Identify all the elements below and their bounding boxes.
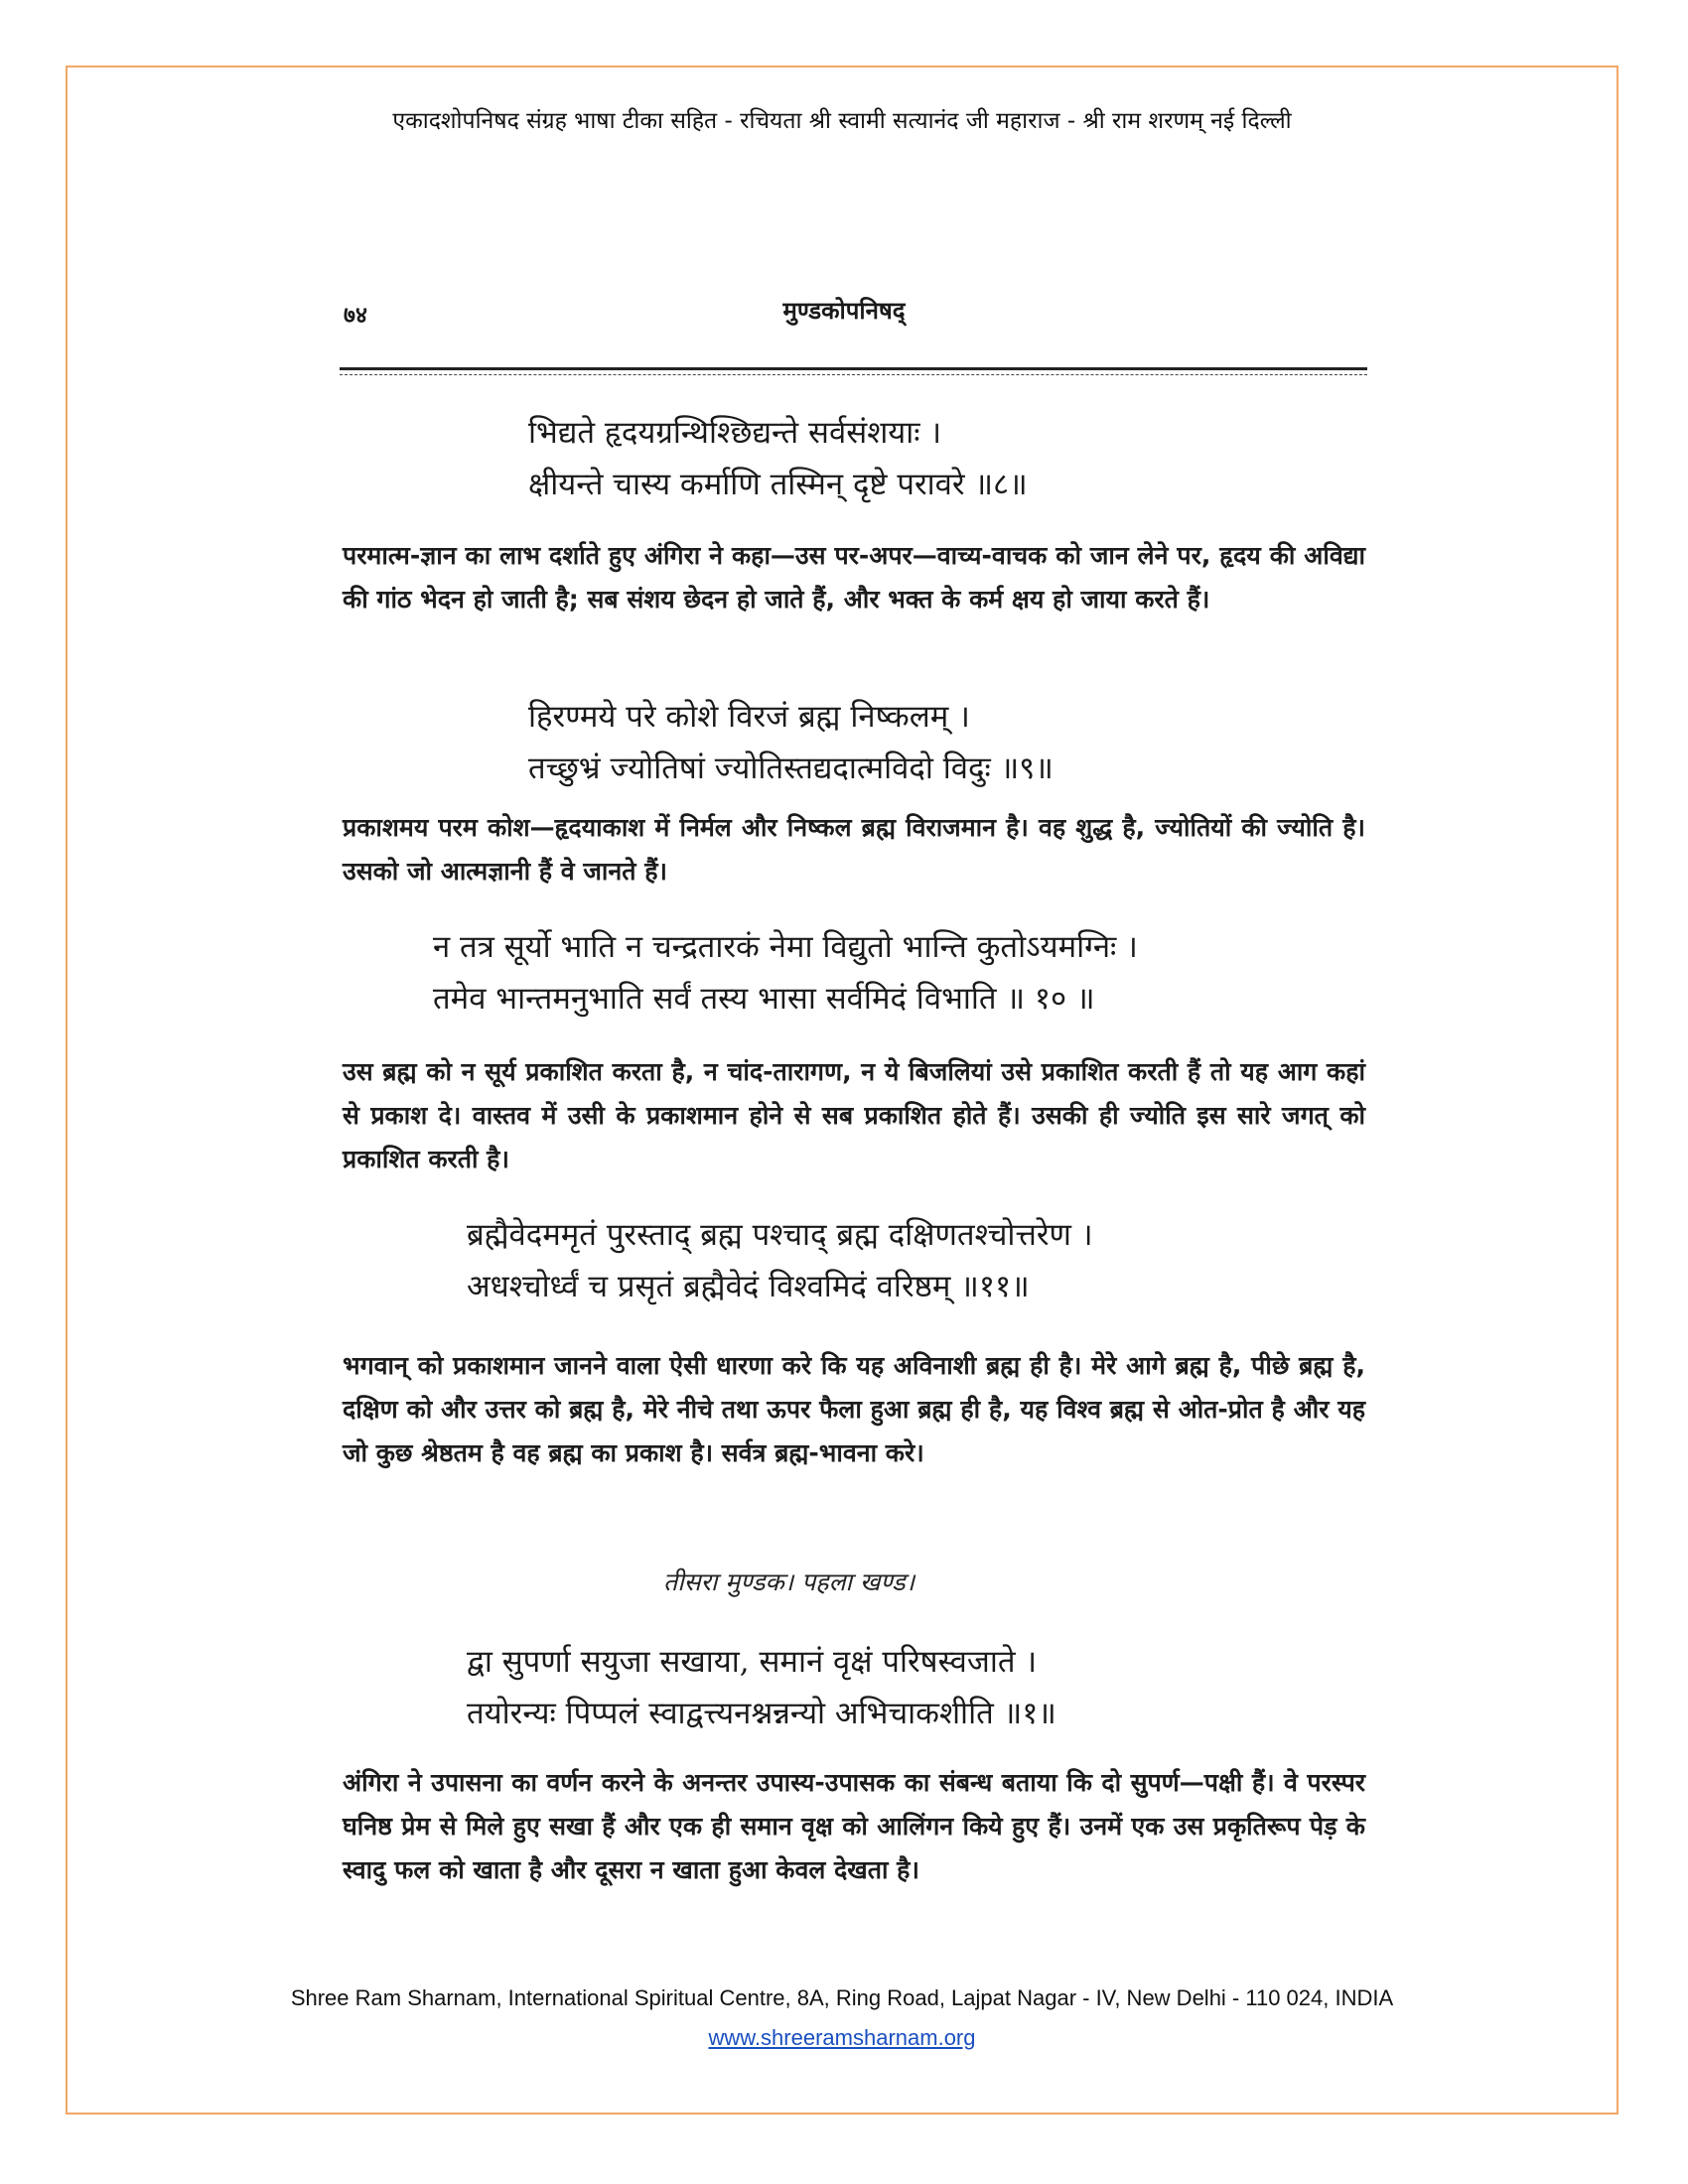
commentary-paragraph: प्रकाशमय परम कोश—हृदयाकाश में निर्मल और निष्कल ब्रह्म विराजमान है। वह शुद्ध है, ज्योतियों की ज्योति है। उसको जो आत्मज्ञानी हैं वे जानते हैं। xyxy=(343,813,1365,886)
verse-line: तयोरन्यः पिप्पलं स्वाद्वत्त्यनश्नन्नन्यो अभिचाकशीति ॥१॥ xyxy=(467,1696,1056,1731)
verse-10 xyxy=(433,921,1138,1024)
commentary-paragraph: उस ब्रह्म को न सूर्य प्रकाशित करता है, न चांद-तारागण, न ये बिजलियां उसे प्रकाशित करती हैं तो यह आग कहां से प्रकाश दे। वास्तव में उसी के प्रकाशमान होने से सब प्रकाशित होते हैं। उसकी ही ज्योति इस सारे जगत् को प्रकाशित करती है। xyxy=(343,1057,1365,1173)
verse-line: तच्छुभ्रं ज्योतिषां ज्योतिस्तद्यदात्मविदो विदुः ॥९॥ xyxy=(528,751,1054,786)
verse-8 xyxy=(528,407,1028,510)
commentary-paragraph: भगवान् को प्रकाशमान जानने वाला ऐसी धारणा करे कि यह अविनाशी ब्रह्म ही है। मेरे आगे ब्रह्म है, पीछे ब्रह्म है, दक्षिण को और उत्तर को ब्रह्म है, मेरे नीचे तथा ऊपर फैला हुआ ब्रह्म ही है, यह विश्व ब्रह्म से ओत-प्रोत है और यह जो कुछ श्रेष्ठतम है वह ब्रह्म का प्रकाश है। सर्वत्र ब्रह्म-भावना करे। xyxy=(343,1351,1365,1467)
header-rule-dashed xyxy=(340,374,1367,375)
commentary-paragraph: अंगिरा ने उपासना का वर्णन करने के अनन्तर उपास्य-उपासक का संबन्ध बताया कि दो सुपर्ण—पक्षी हैं। वे परस्पर घनिष्ठ प्रेम से मिले हुए सखा हैं और एक ही समान वृक्ष को आलिंगन किये हुए हैं। उनमें एक उस प्रकृतिरूप पेड़ के स्वादु फल को खाता है और दूसरा न खाता हुआ केवल देखता है। xyxy=(343,1768,1365,1884)
verse-3-1 xyxy=(467,1636,1056,1739)
commentary-paragraph: परमात्म-ज्ञान का लाभ दर्शाते हुए अंगिरा ने कहा—उस पर-अपर—वाच्य-वाचक को जान लेने पर, हृदय की अविद्या की गांठ भेदन हो जाती है; सब संशय छेदन हो जाते हैं, और भक्त के कर्म क्षय हो जाया करते हैं। xyxy=(343,541,1365,614)
verse-line: भिद्यते हृदयग्रन्थिश्छिद्यन्ते सर्वसंशयाः । xyxy=(528,415,942,451)
page-header: एकादशोपनिषद संग्रह भाषा टीका सहित - रचियता श्री स्वामी सत्यानंद जी महाराज - श्री राम शरणम् नई दिल्ली xyxy=(392,108,1292,134)
header-rule xyxy=(340,367,1367,370)
verse-line: हिरण्मये परे कोशे विरजं ब्रह्म निष्कलम् । xyxy=(528,699,970,735)
verse-11 xyxy=(467,1209,1093,1312)
verse-line: क्षीयन्ते चास्य कर्माणि तस्मिन् दृष्टे परावरे ॥८॥ xyxy=(528,467,1028,502)
verse-line: अधश्चोर्ध्वं च प्रसृतं ब्रह्मैवेदं विश्वमिदं वरिष्ठम् ॥११॥ xyxy=(467,1269,1030,1304)
verse-line: न तत्र सूर्यो भाति न चन्द्रतारकं नेमा विद्युतो भान्ति कुतोऽयमग्निः । xyxy=(433,929,1138,965)
verse-line: तमेव भान्तमनुभाति सर्वं तस्य भासा सर्वमिदं विभाति ॥ १० ॥ xyxy=(433,981,1095,1017)
verse-9 xyxy=(528,691,1054,794)
verse-line: ब्रह्मैवेदममृतं पुरस्ताद् ब्रह्म पश्चाद् ब्रह्म दक्षिणतश्चोत्तरेण । xyxy=(467,1217,1093,1253)
running-title: मुण्डकोपनिषद् xyxy=(782,296,906,325)
footer-address: Shree Ram Sharnam, International Spiritual Centre, 8A, Ring Road, Lajpat Nagar - IV, New Delhi - 110 024, INDIA xyxy=(290,1985,1394,2010)
footer-website-link[interactable]: www.shreeramsharnam.org xyxy=(708,2025,976,2050)
page-number: ७४ xyxy=(344,302,367,329)
verse-line: द्वा सुपर्णा सयुजा सखाया, समानं वृक्षं परिषस्वजाते । xyxy=(467,1644,1038,1680)
section-heading: तीसरा मुण्डक। पहला खण्ड। xyxy=(663,1568,915,1596)
